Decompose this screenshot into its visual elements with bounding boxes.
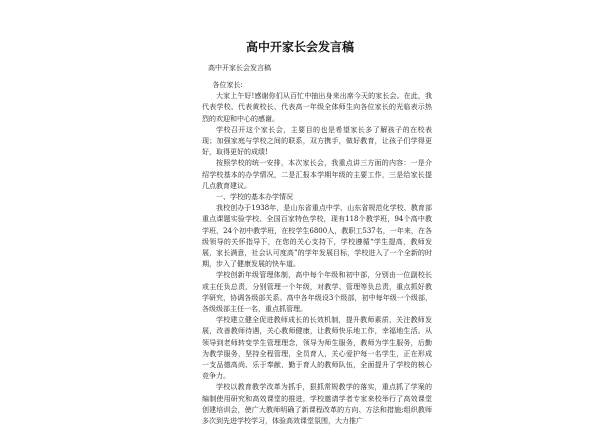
salutation: 各位家长: — [212, 81, 243, 89]
paragraph-purpose: 学校召开这个家长会，主要目的也是希望家长多了解孩子的在校表现；加强家庭与学校之间的联系，双方携手，做好教育，让孩子们学得更好，取得更好的成绩! — [202, 125, 432, 157]
paragraph-school-intro: 我校创办于1938年，是山东省重点中学、山东省规范化学校、教育部重点课题实验学校、全国百家特色学校，现有118个教学班，94个高中教学班，24个初中教学班，在校学生6800人，教职工537名，一年来，在各级领导的关怀指导下，在您的关心支持下，学校遵循“学生提高，教师发展，家长满意，社会认可度高”的学年发展目标，学校进入了一个全新的时期，步入了健康发展的快车道。 — [202, 204, 432, 269]
paragraph-reform: 学校以教育教学改革为抓手，狠抓常规教学的落实，重点抓了学案的编制使用研究和高效课堂的推进，学校邀请学者专家来校举行了高效课堂创建培训会，使广大教师明确了新课程改革的方向、方法和措施;组织教师多次到先进学校学习，体验高效课堂氛围，大力推广 — [202, 383, 432, 426]
document-body — [202, 80, 432, 427]
paragraph-agenda: 按照学校的统一安排，本次家长会，我重点讲三方面的内容：一是介绍学校基本的办学情况，二是汇报本学期年级的主要工作，三是给家长提几点教育建议。 — [202, 159, 432, 190]
document-subtitle: 高中开家长会发言稿 — [208, 64, 271, 72]
document-page — [168, 0, 432, 426]
paragraph-management: 学校创新年级管理体制，高中每个年级和初中部，分别由一位副校长或主任负总责，分别管理一个年级，对教学、管理等负总责，重点抓好教学研究，协调各级部关系。高中各年级设3个级部，初中每年级一个级部，各级级部主任一名，重点抓管理。 — [202, 271, 432, 314]
document-title: 高中开家长会发言稿 — [245, 40, 354, 54]
section-heading: 一、学校的基本办学情况 — [216, 193, 293, 202]
paragraph-teachers: 学校建立健全促进教师成长的长效机制，提升教师素质，关注教师发展，改善教师待遇，关心教师健康，让教师快乐地工作，幸福地生活。从领导到老师转变学生管理理念，领导为师生服务，教师为学生服务，后勤为教学服务，坚持全程管理，全员育人，关心爱护每一名学生，正在形成一支品德高尚、乐于奉献、勤于育人的教师队伍，全面提升了学校的核心竞争力。 — [202, 316, 432, 381]
paragraph-greeting: 大家上午好!感谢你们从百忙中抽出身来出席今天的家长会。在此，我代表学校、代表黄校长、代表高一年级全体师生向各位家长的光临表示热烈的欢迎和中心的感谢。 — [202, 92, 432, 123]
